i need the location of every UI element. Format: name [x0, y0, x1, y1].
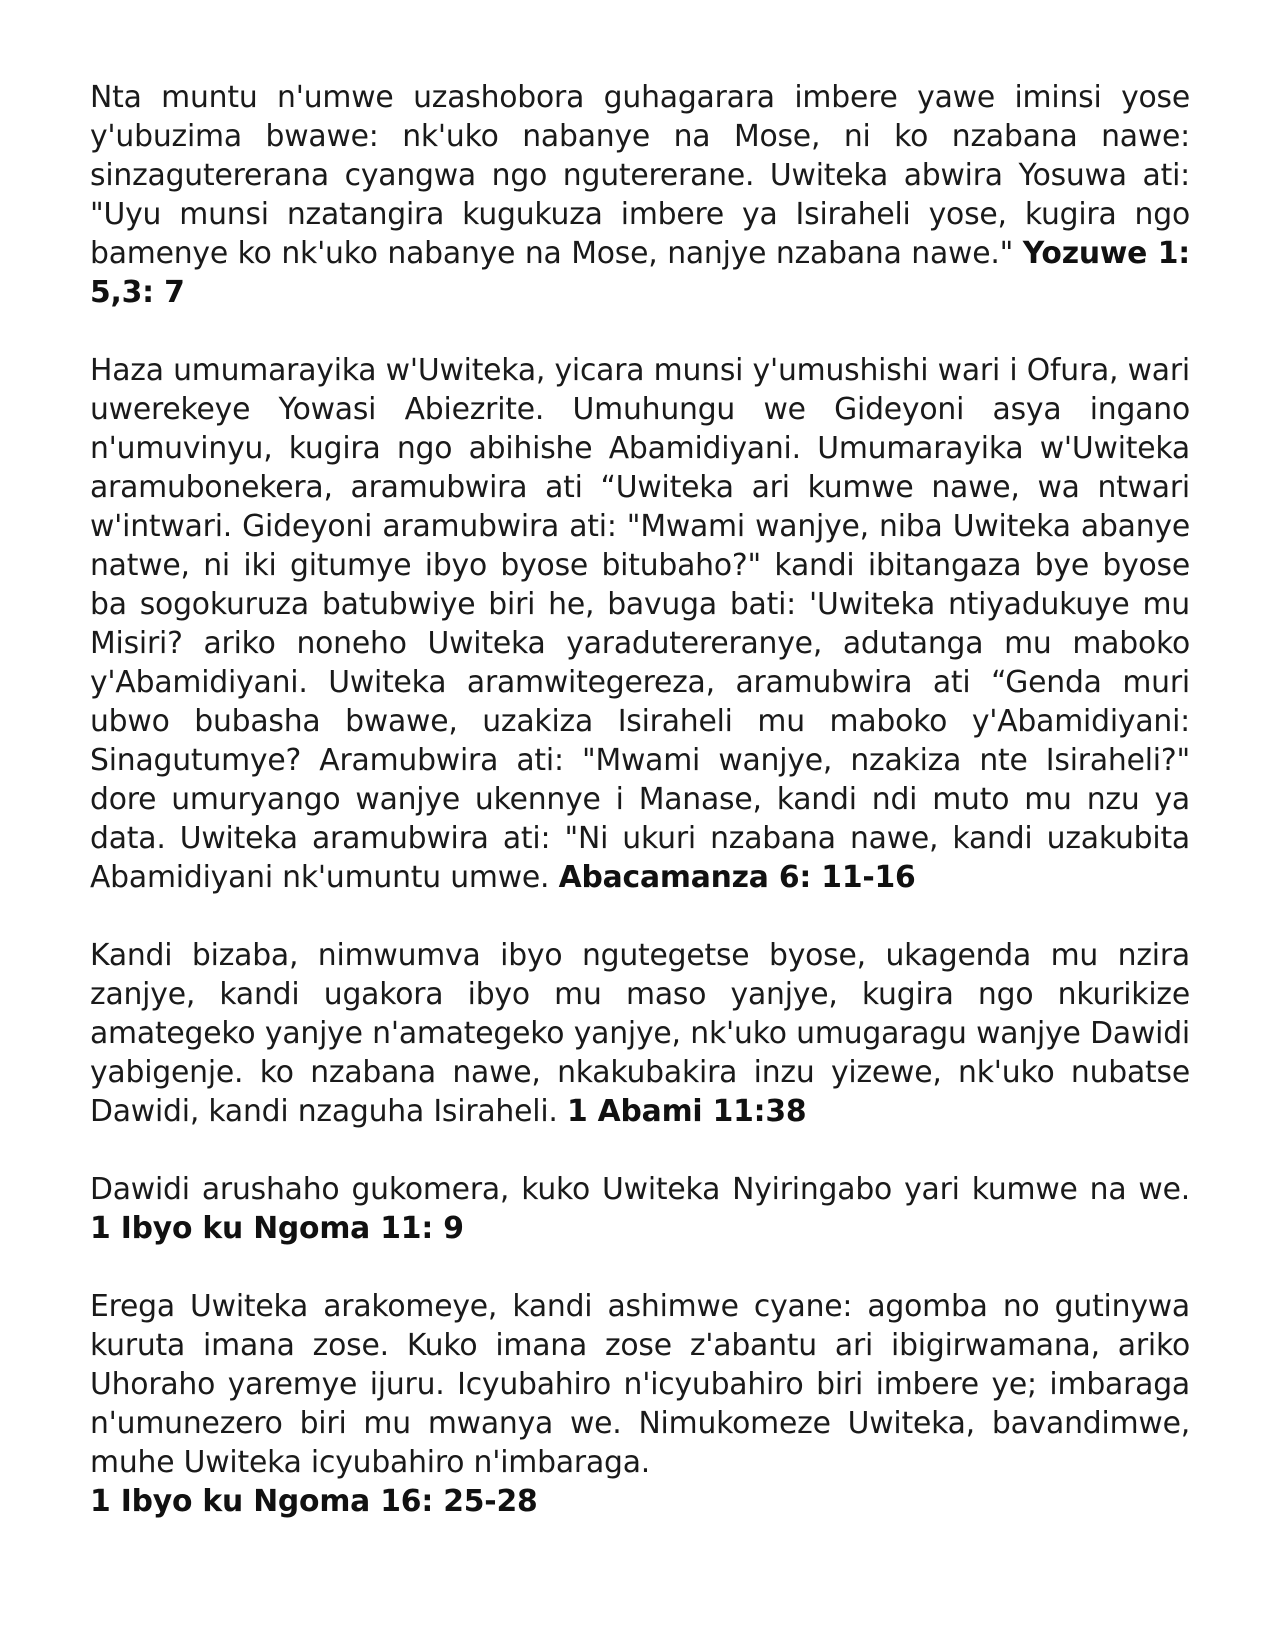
passage-4-text: Dawidi arushaho gukomera, kuko Uwiteka Nyiringabo yari kumwe na we.	[90, 1172, 1190, 1207]
passage-3	[90, 936, 1190, 1131]
passage-5-reference: 1 Ibyo ku Ngoma 16: 25-28	[90, 1484, 538, 1519]
passage-4	[90, 1170, 1190, 1248]
passage-2-reference: Abacamanza 6: 11-16	[558, 860, 916, 895]
passage-1	[90, 78, 1190, 312]
passage-5	[90, 1287, 1190, 1521]
passage-5-text: Erega Uwiteka arakomeye, kandi ashimwe cyane: agomba no gutinywa kuruta imana zose. Kuko imana zose z'abantu ari ibigirwamana, ariko Uhoraho yaremye ijuru. Icyubahiro n'icyubahiro biri imbere ye; imbaraga n'umunezero biri mu mwanya we. Nimukomeze Uwiteka, bavandimwe, muhe Uwiteka icyubahiro n'imbaraga.	[90, 1289, 1190, 1480]
passage-3-text: Kandi bizaba, nimwumva ibyo ngutegetse byose, ukagenda mu nzira zanjye, kandi ugakora ibyo mu maso yanjye, kugira ngo nkurikize amategeko yanjye n'amategeko yanjye, nk'uko umugaragu wanjye Dawidi yabigenje. ko nzabana nawe, nkakubakira inzu yizewe, nk'uko nubatse Dawidi, kandi nzaguha Isiraheli.	[90, 938, 1190, 1129]
passage-4-reference: 1 Ibyo ku Ngoma 11: 9	[90, 1211, 464, 1246]
passage-1-reference: Yozuwe 1: 5,3: 7	[90, 236, 1190, 310]
passage-2-text: Haza umumarayika w'Uwiteka, yicara munsi y'umushishi wari i Ofura, wari uwerekeye Yowasi Abiezrite. Umuhungu we Gideyoni asya ingano n'umuvinyu, kugira ngo abihishe Abamidiyani. Umumarayika w'Uwiteka aramubonekera, aramubwira ati “Uwiteka ari kumwe nawe, wa ntwari w'intwari. Gideyoni aramubwira ati: "Mwami wanjye, niba Uwiteka abanye natwe, ni iki gitumye ibyo byose bitubaho?" kandi ibitangaza bye byose ba sogokuruza batubwiye biri he, bavuga bati: 'Uwiteka ntiyadukuye mu Misiri? ariko noneho Uwiteka yaradutereranye, adutanga mu maboko y'Abamidiyani. Uwiteka aramwitegereza, aramubwira ati “Genda muri ubwo bubasha bwawe, uzakiza Isiraheli mu maboko y'Abamidiyani: Sinagutumye? Aramubwira ati: "Mwami wanjye, nzakiza nte Isiraheli?" dore umuryango wanjye ukennye i Manase, kandi ndi muto mu nzu ya data. Uwiteka aramubwira ati: "Ni ukuri nzabana nawe, kandi uzakubita Abamidiyani nk'umuntu umwe.	[90, 353, 1190, 895]
document-page	[90, 78, 1190, 1560]
passage-2	[90, 351, 1190, 897]
passage-1-text: Nta muntu n'umwe uzashobora guhagarara imbere yawe iminsi yose y'ubuzima bwawe: nk'uko nabanye na Mose, ni ko nzabana nawe: sinzagutererana cyangwa ngo ngutererane. Uwiteka abwira Yosuwa ati: "Uyu munsi nzatangira kugukuza imbere ya Isiraheli yose, kugira ngo bamenye ko nk'uko nabanye na Mose, nanjye nzabana nawe."	[90, 80, 1190, 271]
passage-3-reference: 1 Abami 11:38	[566, 1094, 807, 1129]
